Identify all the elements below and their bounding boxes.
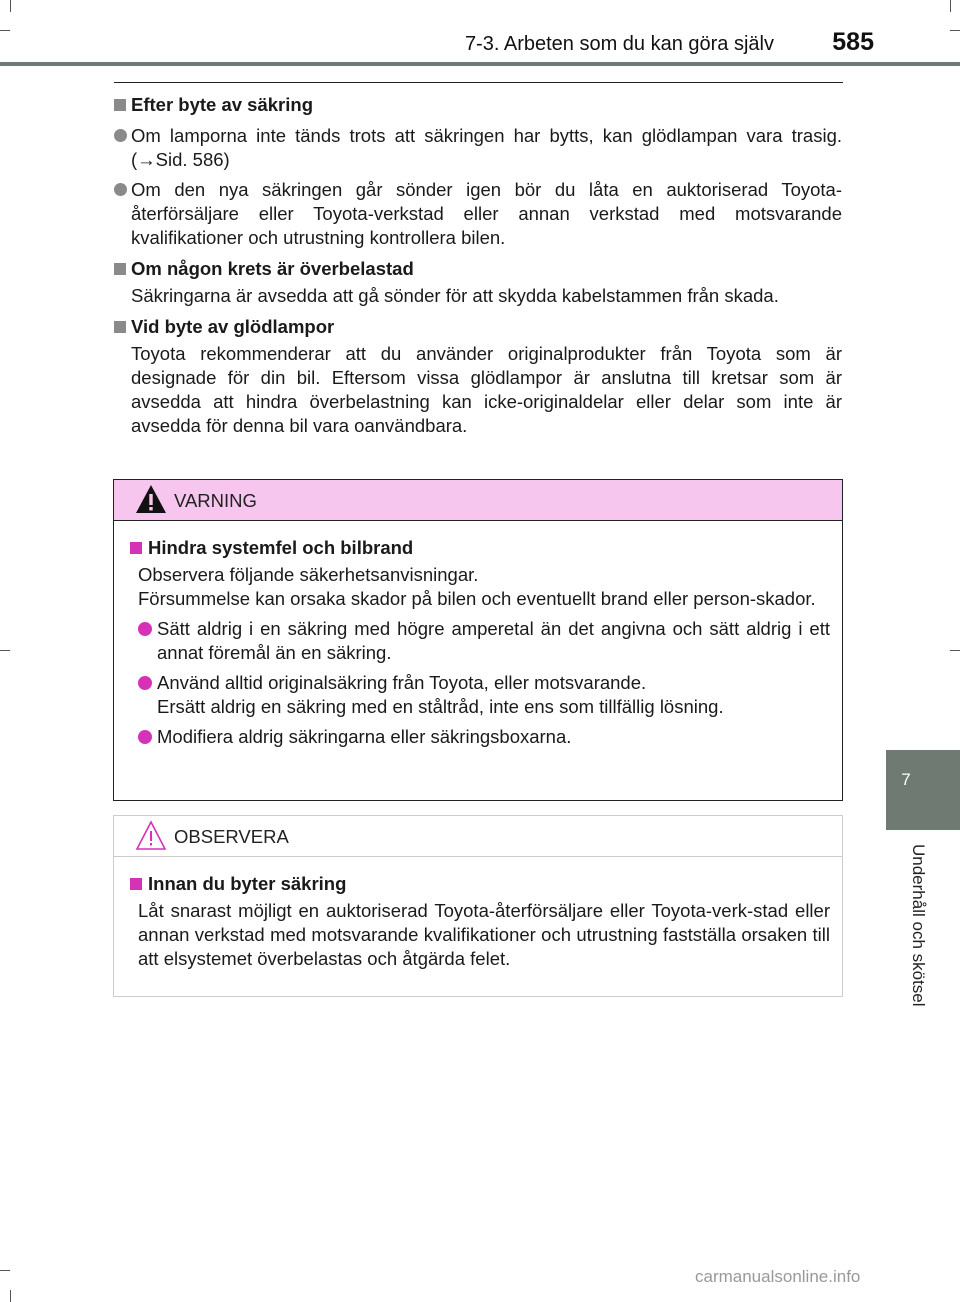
top-rule <box>114 82 843 83</box>
crop-mark <box>10 1290 11 1302</box>
warning-title: VARNING <box>174 490 257 511</box>
crop-mark <box>10 0 11 12</box>
notice-title: OBSERVERA <box>174 826 289 847</box>
watermark: carmanualsonline.info <box>695 1267 861 1286</box>
notice-box <box>113 815 843 997</box>
warning-heading: Hindra systemfel och bilbrand <box>130 535 830 561</box>
warning-box <box>113 479 843 801</box>
chapter-tab <box>886 750 960 830</box>
section-heading: Om någon krets är överbelastad <box>114 256 842 282</box>
notice-text: Låt snarast möjligt en auktoriserad Toyota-återförsäljare eller Toyota-verk-stad eller annan verkstad med motsvarande kvalifikationer och utrustning fastställa orsaken till att elsystemet överbelastas och åtgärda felet. <box>138 900 830 969</box>
paragraph: Säkringarna är avsedda att gå sönder för att skydda kabelstammen från skada. <box>131 285 779 306</box>
round-bullet-icon <box>138 730 152 744</box>
square-bullet-icon <box>130 542 142 554</box>
warning-triangle-filled-icon <box>134 483 168 515</box>
round-bullet-icon <box>138 622 152 636</box>
list-item: Modifiera aldrig säkringarna eller säkringsboxarna. <box>130 725 830 749</box>
square-bullet-icon <box>114 321 126 333</box>
crop-mark <box>0 650 10 651</box>
main-content <box>114 92 842 438</box>
section-heading: Vid byte av glödlampor <box>114 314 842 340</box>
chapter-tab-number: 7 <box>901 770 911 789</box>
crop-mark <box>950 650 960 651</box>
warning-body <box>114 521 842 749</box>
square-bullet-icon <box>114 99 126 111</box>
round-bullet-icon <box>114 183 127 196</box>
crop-mark <box>0 30 10 31</box>
list-item: Sätt aldrig i en säkring med högre amperetal än det angivna och sätt aldrig i ett annat föremål än en säkring. <box>130 617 830 665</box>
crop-mark <box>0 1270 10 1271</box>
round-bullet-icon <box>114 129 127 142</box>
paragraph: Toyota rekommenderar att du använder originalprodukter från Toyota som är designade för din bil. Eftersom vissa glödlampor är anslutna till kretsar som är avsedda att hindra överbelastning kan icke-originaldelar eller delar som inte är avsedda för denna bil vara oanvändbara. <box>131 343 842 436</box>
notice-header <box>114 816 842 857</box>
header-bar <box>0 62 960 66</box>
list-item: Om lamporna inte tänds trots att säkringen har bytts, kan glödlampan vara trasig. (→Sid. 586) <box>114 124 842 172</box>
chapter-title: 7-3. Arbeten som du kan göra själv <box>464 33 774 55</box>
square-bullet-icon <box>114 263 126 275</box>
crop-mark <box>950 0 951 12</box>
list-item: Använd alltid originalsäkring från Toyota, eller motsvarande. Ersätt aldrig en säkring med en ståltråd, inte ens som tillfällig lösning. <box>130 671 830 719</box>
square-bullet-icon <box>130 878 142 890</box>
warning-intro: Observera följande säkerhetsanvisningar. Försummelse kan orsaka skador på bilen och eventuellt brand eller person-skador. <box>138 564 816 609</box>
section-heading: Efter byte av säkring <box>114 92 842 118</box>
notice-heading: Innan du byter säkring <box>130 871 830 897</box>
chapter-tab-title: Underhåll och skötsel <box>909 844 928 1007</box>
notice-body <box>114 857 842 971</box>
crop-mark <box>950 30 960 31</box>
warning-header <box>114 480 842 521</box>
round-bullet-icon <box>138 676 152 690</box>
caution-triangle-outline-icon <box>134 819 168 851</box>
page-number: 585 <box>832 28 874 56</box>
list-item: Om den nya säkringen går sönder igen bör du låta en auktoriserad Toyota-återförsäljare eller Toyota-verkstad eller annan verkstad med motsvarande kvalifikationer och utrustning kontrollera bilen. <box>114 178 842 250</box>
